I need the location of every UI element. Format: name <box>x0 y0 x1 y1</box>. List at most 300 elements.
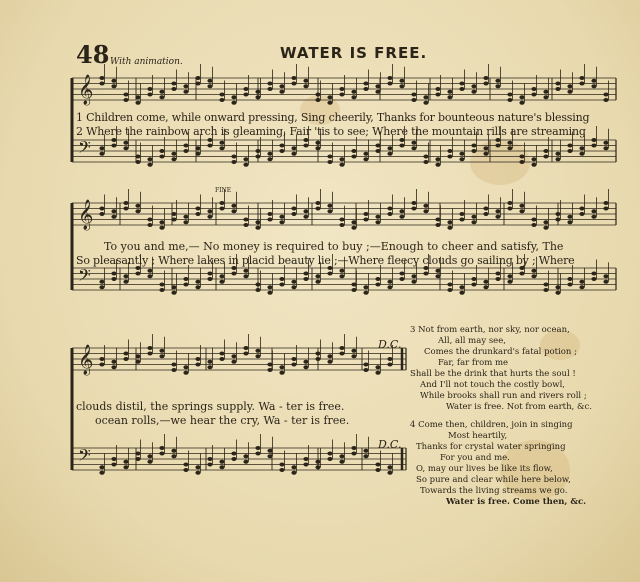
note-head <box>243 218 248 222</box>
note-head <box>495 144 500 148</box>
note-head <box>255 349 260 353</box>
note-head <box>219 141 224 145</box>
note-head <box>339 93 344 97</box>
note-head <box>207 277 212 281</box>
note-head <box>231 457 236 461</box>
note-head <box>591 144 596 148</box>
note-head <box>483 152 488 156</box>
note-head <box>543 90 548 94</box>
lyric-line: To you and me,— No money is required to buy ;—Enough to cheer and satisfy, The <box>104 240 564 253</box>
note-head <box>279 365 284 369</box>
note-head <box>555 87 560 91</box>
note-head <box>375 283 380 287</box>
note-head <box>111 360 116 364</box>
note-head <box>183 371 188 375</box>
note-head <box>423 272 428 276</box>
note-head <box>183 468 188 472</box>
note-head <box>387 280 392 284</box>
note-head <box>351 95 356 99</box>
note-head <box>447 90 452 94</box>
note-head <box>339 352 344 356</box>
note-head <box>531 163 536 167</box>
note-head <box>291 471 296 475</box>
note-head <box>459 87 464 91</box>
note-head <box>603 146 608 150</box>
note-head <box>147 163 152 167</box>
note-head <box>411 274 416 278</box>
note-head <box>195 357 200 361</box>
note-head <box>483 82 488 86</box>
note-head <box>483 285 488 289</box>
note-head <box>219 274 224 278</box>
note-head <box>291 76 296 80</box>
note-head <box>591 138 596 142</box>
note-head <box>399 79 404 83</box>
note-head <box>495 215 500 219</box>
note-head <box>219 352 224 356</box>
note-head <box>147 274 152 278</box>
note-head <box>111 277 116 281</box>
note-head <box>99 76 104 80</box>
note-head <box>399 84 404 88</box>
note-head <box>567 215 572 219</box>
lyric-line: 1 Children come, while onward pressing, Sing cheerily, Thanks for bounteous nature's blessing <box>76 111 590 124</box>
note-head <box>387 363 392 367</box>
note-head <box>423 101 428 105</box>
note-head <box>267 291 272 295</box>
note-head <box>219 465 224 469</box>
verse-line: While brooks shall run and rivers roll ; <box>420 391 587 401</box>
note-head <box>111 79 116 83</box>
note-head <box>363 363 368 367</box>
note-head <box>207 457 212 461</box>
note-head <box>603 280 608 284</box>
lyric-line: 2 Where the rainbow arch is gleaming, Fair 'tis to see; Where the mountain rills are streaming <box>76 125 586 138</box>
note-head <box>387 146 392 150</box>
note-head <box>375 468 380 472</box>
note-head <box>243 454 248 458</box>
note-head <box>375 220 380 224</box>
note-head <box>519 209 524 213</box>
verse-line: 4 Come then, children, join in singing <box>410 420 573 430</box>
note-head <box>363 218 368 222</box>
note-head <box>591 209 596 213</box>
page-number: 48 <box>76 40 110 69</box>
note-head <box>219 146 224 150</box>
lyric-line: clouds distil, the springs supply. Wa - ter is free. <box>76 400 345 413</box>
note-head <box>219 357 224 361</box>
note-head <box>99 212 104 216</box>
lyric-line: ocean rolls,—we hear the cry, Wa - ter is free. <box>95 414 350 427</box>
note-head <box>231 160 236 164</box>
note-head <box>399 277 404 281</box>
note-head <box>207 144 212 148</box>
note-head <box>195 212 200 216</box>
note-head <box>363 449 368 453</box>
verse-line: Thanks for crystal water springing <box>416 442 566 452</box>
note-head <box>483 76 488 80</box>
note-head <box>159 349 164 353</box>
note-head <box>543 95 548 99</box>
note-head <box>351 90 356 94</box>
note-head <box>567 277 572 281</box>
note-head <box>207 209 212 213</box>
note-head <box>387 76 392 80</box>
note-head <box>363 291 368 295</box>
note-head <box>531 218 536 222</box>
note-head <box>471 220 476 224</box>
note-head <box>603 201 608 205</box>
verse-line: Most heartily, <box>448 431 508 441</box>
note-head <box>579 152 584 156</box>
note-head <box>147 346 152 350</box>
note-head <box>123 93 128 97</box>
note-head <box>267 82 272 86</box>
note-head <box>207 360 212 364</box>
note-head <box>111 365 116 369</box>
note-head <box>159 446 164 450</box>
note-head <box>231 354 236 358</box>
note-head <box>183 144 188 148</box>
note-head <box>327 272 332 276</box>
note-head <box>363 212 368 216</box>
note-head <box>159 288 164 292</box>
note-head <box>171 368 176 372</box>
note-head <box>351 452 356 456</box>
note-head <box>399 209 404 213</box>
note-head <box>135 209 140 213</box>
note-head <box>279 144 284 148</box>
note-head <box>303 457 308 461</box>
note-head <box>555 291 560 295</box>
note-head <box>207 215 212 219</box>
note-head <box>435 163 440 167</box>
verse-line: All, all may see, <box>438 336 506 346</box>
note-head <box>303 272 308 276</box>
note-head <box>519 160 524 164</box>
note-head <box>171 157 176 161</box>
note-head <box>387 471 392 475</box>
note-head <box>387 207 392 211</box>
verse-line: 3 Not from earth, nor sky, nor ocean, <box>410 325 570 335</box>
note-head <box>99 471 104 475</box>
note-head <box>447 283 452 287</box>
note-head <box>579 280 584 284</box>
verse-line: Shall be the drink that hurts the soul ! <box>410 369 576 379</box>
note-head <box>375 277 380 281</box>
note-head <box>555 152 560 156</box>
bass-clef-icon: 𝄢 <box>78 445 91 469</box>
note-head <box>519 272 524 276</box>
treble-clef-icon: 𝄞 <box>78 75 94 105</box>
note-head <box>387 357 392 361</box>
note-head <box>279 149 284 153</box>
note-head <box>195 280 200 284</box>
note-head <box>255 446 260 450</box>
note-head <box>411 146 416 150</box>
note-head <box>603 93 608 97</box>
note-head <box>459 157 464 161</box>
note-head <box>435 87 440 91</box>
note-head <box>363 157 368 161</box>
note-head <box>219 201 224 205</box>
note-head <box>147 352 152 356</box>
treble-clef-icon: 𝄞 <box>78 200 94 230</box>
note-head <box>435 93 440 97</box>
note-head <box>387 82 392 86</box>
note-head <box>231 209 236 213</box>
note-head <box>267 157 272 161</box>
note-head <box>447 149 452 153</box>
note-head <box>219 280 224 284</box>
note-head <box>279 468 284 472</box>
note-head <box>327 360 332 364</box>
note-head <box>207 138 212 142</box>
note-head <box>123 274 128 278</box>
note-head <box>159 283 164 287</box>
note-head <box>447 220 452 224</box>
note-head <box>99 152 104 156</box>
note-head <box>147 269 152 273</box>
note-head <box>303 209 308 213</box>
note-head <box>399 272 404 276</box>
note-head <box>483 146 488 150</box>
note-head <box>315 207 320 211</box>
note-head <box>495 79 500 83</box>
note-head <box>579 82 584 86</box>
note-head <box>123 280 128 284</box>
note-head <box>471 84 476 88</box>
note-head <box>231 95 236 99</box>
note-head <box>351 354 356 358</box>
note-head <box>555 82 560 86</box>
note-head <box>171 454 176 458</box>
note-head <box>339 346 344 350</box>
note-head <box>243 460 248 464</box>
note-head <box>507 207 512 211</box>
note-head <box>567 90 572 94</box>
note-head <box>579 207 584 211</box>
note-head <box>555 157 560 161</box>
note-head <box>327 457 332 461</box>
note-head <box>219 207 224 211</box>
note-head <box>423 160 428 164</box>
note-head <box>279 90 284 94</box>
note-head <box>579 76 584 80</box>
note-head <box>159 452 164 456</box>
note-head <box>171 291 176 295</box>
note-head <box>339 460 344 464</box>
note-head <box>351 446 356 450</box>
note-head <box>603 141 608 145</box>
note-head <box>159 155 164 159</box>
note-head <box>399 215 404 219</box>
note-head <box>183 365 188 369</box>
verse-line: Comes the drunkard's fatal potion ; <box>424 347 577 357</box>
note-head <box>267 218 272 222</box>
note-head <box>243 352 248 356</box>
note-head <box>99 363 104 367</box>
note-head <box>543 288 548 292</box>
note-head <box>387 212 392 216</box>
note-head <box>291 82 296 86</box>
note-head <box>195 207 200 211</box>
note-head <box>123 460 128 464</box>
note-head <box>243 223 248 227</box>
note-head <box>363 454 368 458</box>
note-head <box>399 144 404 148</box>
note-head <box>111 272 116 276</box>
note-head <box>123 201 128 205</box>
note-head <box>363 152 368 156</box>
note-head <box>99 207 104 211</box>
verse-line: Towards the living streams we go. <box>420 486 568 496</box>
note-head <box>495 138 500 142</box>
note-head <box>135 272 140 276</box>
note-head <box>387 152 392 156</box>
note-head <box>495 84 500 88</box>
note-head <box>291 152 296 156</box>
note-head <box>303 84 308 88</box>
note-head <box>123 207 128 211</box>
note-head <box>291 212 296 216</box>
note-head <box>147 93 152 97</box>
note-head <box>279 215 284 219</box>
note-head <box>123 98 128 102</box>
note-head <box>411 280 416 284</box>
note-head <box>111 457 116 461</box>
note-head <box>195 363 200 367</box>
note-head <box>447 155 452 159</box>
note-head <box>231 360 236 364</box>
note-head <box>123 465 128 469</box>
note-head <box>603 207 608 211</box>
note-head <box>207 79 212 83</box>
note-head <box>447 288 452 292</box>
note-head <box>111 215 116 219</box>
note-head <box>243 87 248 91</box>
note-head <box>579 212 584 216</box>
note-head <box>423 155 428 159</box>
note-head <box>363 368 368 372</box>
note-head <box>519 155 524 159</box>
note-head <box>291 207 296 211</box>
note-head <box>483 212 488 216</box>
note-head <box>147 223 152 227</box>
note-head <box>591 272 596 276</box>
verse-line: Water is free. Not from earth, &c. <box>446 402 592 412</box>
note-head <box>459 285 464 289</box>
note-head <box>291 363 296 367</box>
note-head <box>159 95 164 99</box>
note-head <box>363 285 368 289</box>
note-head <box>315 274 320 278</box>
note-head <box>183 90 188 94</box>
bass-clef-icon: 𝄢 <box>78 137 91 161</box>
note-head <box>459 82 464 86</box>
note-head <box>243 163 248 167</box>
note-head <box>375 365 380 369</box>
note-head <box>231 101 236 105</box>
note-head <box>519 204 524 208</box>
note-head <box>123 352 128 356</box>
note-head <box>459 291 464 295</box>
note-head <box>243 93 248 97</box>
note-head <box>459 218 464 222</box>
note-head <box>543 283 548 287</box>
note-head <box>375 463 380 467</box>
verse-line: And I'll not touch the costly bowl, <box>420 380 565 390</box>
note-head <box>291 280 296 284</box>
note-head <box>447 226 452 230</box>
note-head <box>483 207 488 211</box>
note-head <box>219 98 224 102</box>
note-head <box>471 283 476 287</box>
note-head <box>471 149 476 153</box>
note-head <box>207 365 212 369</box>
note-head <box>123 357 128 361</box>
note-head <box>159 354 164 358</box>
note-head <box>327 209 332 213</box>
note-head <box>339 87 344 91</box>
verse-line: O, may our lives be like its flow, <box>416 464 553 474</box>
note-head <box>279 277 284 281</box>
note-head <box>603 274 608 278</box>
note-head <box>591 84 596 88</box>
note-head <box>531 87 536 91</box>
note-head <box>279 220 284 224</box>
note-head <box>579 285 584 289</box>
note-head <box>303 138 308 142</box>
note-head <box>411 93 416 97</box>
note-head <box>159 149 164 153</box>
note-head <box>495 209 500 213</box>
note-head <box>351 149 356 153</box>
note-head <box>147 460 152 464</box>
note-head <box>327 452 332 456</box>
note-head <box>291 285 296 289</box>
note-head <box>111 84 116 88</box>
note-head <box>303 463 308 467</box>
note-head <box>171 363 176 367</box>
note-head <box>303 277 308 281</box>
note-head <box>519 95 524 99</box>
note-head <box>375 371 380 375</box>
verse-line: Far, far from me <box>438 358 509 368</box>
note-head <box>351 349 356 353</box>
note-head <box>327 160 332 164</box>
note-head <box>339 223 344 227</box>
note-head <box>267 152 272 156</box>
note-head <box>183 149 188 153</box>
note-head <box>531 157 536 161</box>
note-head <box>507 146 512 150</box>
note-head <box>255 354 260 358</box>
fine-marker: FINE <box>215 187 232 194</box>
note-head <box>471 90 476 94</box>
note-head <box>591 79 596 83</box>
note-head <box>339 163 344 167</box>
note-head <box>423 95 428 99</box>
note-head <box>171 82 176 86</box>
note-head <box>291 465 296 469</box>
note-head <box>147 157 152 161</box>
treble-clef-icon: 𝄞 <box>78 345 94 375</box>
note-head <box>99 465 104 469</box>
note-head <box>531 223 536 227</box>
note-head <box>291 146 296 150</box>
note-head <box>579 146 584 150</box>
